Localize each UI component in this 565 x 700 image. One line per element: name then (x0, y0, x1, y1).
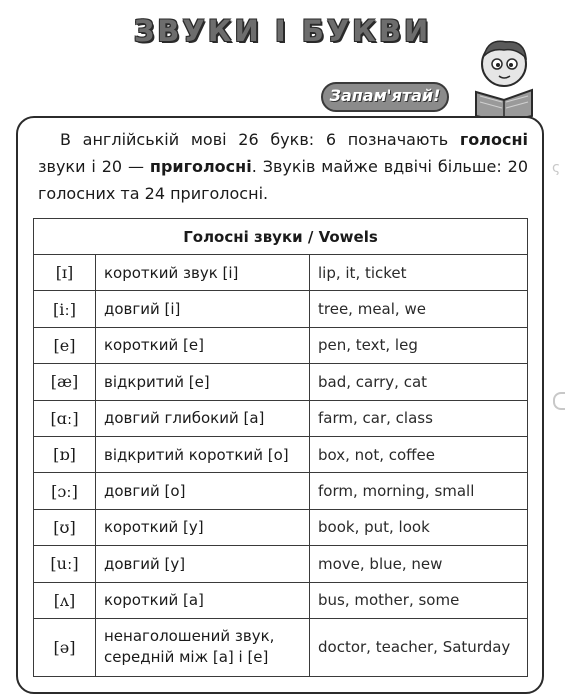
vowels-table-header: Голосні звуки / Vowels (34, 219, 528, 255)
sound-symbol: [ʌ] (34, 582, 96, 618)
vowels-table (33, 218, 528, 677)
sound-symbol: [e] (34, 327, 96, 363)
sound-symbol: [ɪ] (34, 255, 96, 291)
sound-examples: lip, it, ticket (310, 255, 528, 291)
page-edge-mark: ς (552, 160, 561, 176)
sound-description: відкритий короткий [о] (96, 436, 310, 472)
table-row (34, 582, 528, 618)
intro-bold-consonants: приголосні (149, 157, 252, 176)
sound-examples: farm, car, class (310, 400, 528, 436)
remember-badge-label: Запам'ятай! (329, 86, 441, 105)
sound-symbol: [ɔː] (34, 473, 96, 509)
sound-symbol: [ʊ] (34, 509, 96, 545)
sound-examples: form, morning, small (310, 473, 528, 509)
sound-symbol: [uː] (34, 546, 96, 582)
sound-symbol: [ɒ] (34, 436, 96, 472)
table-row (34, 291, 528, 327)
table-row (34, 509, 528, 545)
sound-examples: bad, carry, cat (310, 364, 528, 400)
reading-boy-illustration (466, 34, 538, 124)
sound-examples: pen, text, leg (310, 327, 528, 363)
page-edge-mark (553, 392, 565, 410)
sound-description: довгий [і] (96, 291, 310, 327)
sound-examples: book, put, look (310, 509, 528, 545)
sound-examples: move, blue, new (310, 546, 528, 582)
sound-description: короткий [у] (96, 509, 310, 545)
sound-description: короткий [а] (96, 582, 310, 618)
table-row (34, 400, 528, 436)
sound-description: ненаголошений звук, середній між [а] і [е] (96, 618, 310, 676)
sound-symbol: [ɑː] (34, 400, 96, 436)
intro-text: В англійській мові 26 букв: 6 позначають (60, 130, 460, 149)
sound-examples: tree, meal, we (310, 291, 528, 327)
remember-badge (321, 82, 449, 112)
intro-paragraph (38, 126, 528, 207)
intro-text: звуки і 20 — (38, 157, 150, 176)
table-row (34, 364, 528, 400)
sound-symbol: [æ] (34, 364, 96, 400)
sound-examples: box, not, coffee (310, 436, 528, 472)
sound-examples: doctor, teacher, Saturday (310, 618, 528, 676)
intro-text: . Звуків майже вдвічі більше: 20 голосних та 24 приголосні. (38, 157, 528, 203)
table-row (34, 546, 528, 582)
sound-description: довгий глибокий [а] (96, 400, 310, 436)
table-row (34, 618, 528, 676)
sound-description: довгий [у] (96, 546, 310, 582)
intro-bold-vowels: голосні (459, 130, 528, 149)
sound-examples: bus, mother, some (310, 582, 528, 618)
table-row (34, 255, 528, 291)
sound-description: короткий звук [і] (96, 255, 310, 291)
sound-description: довгий [о] (96, 473, 310, 509)
table-row (34, 436, 528, 472)
table-row (34, 473, 528, 509)
sound-symbol: [ə] (34, 618, 96, 676)
sound-description: відкритий [е] (96, 364, 310, 400)
page-title: ЗВУКИ І БУКВИ (133, 14, 432, 48)
table-row (34, 327, 528, 363)
sound-symbol: [iː] (34, 291, 96, 327)
sound-description: короткий [е] (96, 327, 310, 363)
